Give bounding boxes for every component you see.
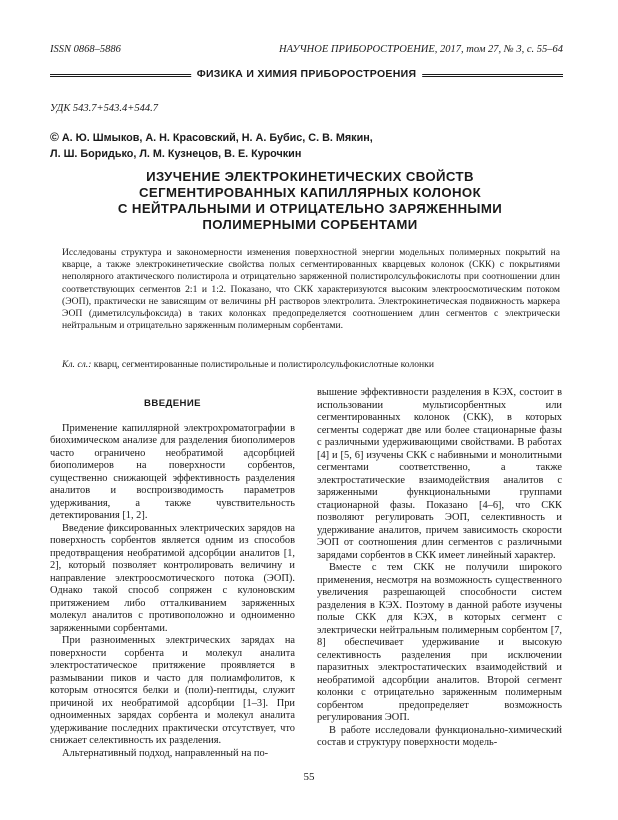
right-column <box>317 387 562 750</box>
paragraph: Вместе с тем СКК не получили широкого применения, несмотря на возможность существенного увеличения разрешающей способности систем разделения в КЭХ. Поэтому в данной работе изучены полые СКК для КЭХ, в которых сегмент с электрически нейтральным полимерным сорбентом [7, 8] обеспечивает удерживание и высокую селективность разделения при исключении паразитных электростатических взаимодействий и необратимой адсорбции аналитов. Второй сегмент колонки с отрицательно заряженным полимерным сорбентом предопределяет возможность регулирования ЭОП. <box>317 562 562 723</box>
title-line: СЕГМЕНТИРОВАННЫХ КАПИЛЛЯРНЫХ КОЛОНОК <box>138 185 482 200</box>
issn-header: ISSN 0868–5886 <box>50 44 121 55</box>
abstract: Исследованы структура и закономерности изменения поверхностной энергии модельных полимерных покрытий на кварце, а также электрокинетические свойства полых сегментированных кварцевых колонок (СКК) с покрытиями неполярного атактического полистирола и отрицательно заряженной полистиролсульфокислоты при соотношении длин соответствующих сегментов 2:1 и 1:2. Показано, что СКК характеризуются высоким электроосмотическим потоком (ЭОП), практически не зависящим от величины pH растворов электролита. Электрокинетическая подвижность маркера ЭОП (диметилсульфоксида) в таких колонках предопределяется соотношением длин сегментов с электрически нейтральным и отрицательно заряженным полимерным сорбентами. <box>62 247 560 332</box>
paragraph-continued: вышение эффективности разделения в КЭХ, состоит в использовании мультисорбентных или сегментированных колонок (СКК), в которых сегменты содержат две или более стационарные фазы с различными удерживающими свойствами. В работах [4] и [5, 6] изучены СКК с набивными и монолитными сегментами соответственно, а также электростатические взаимодействия аналитов с заряженными функциональными группами стационарной фазы. Показано [4–6], что СКК позволяют регулировать ЭОП, селективность и удерживание аналитов, причем зависимость скорости ЭОП от соотношения длин сегментов с различными зарядами сорбентов в СКК имеет линейный характер. <box>317 387 562 561</box>
paragraph: Альтернативный подход, направленный на по- <box>62 747 269 759</box>
keywords-label: Кл. сл.: <box>62 359 92 370</box>
keywords-text: кварц, сегментированные полистирольные и полистиролсульфокислотные колонки <box>93 359 434 370</box>
copyright-symbol: © <box>50 130 59 144</box>
paragraph: Применение капиллярной электрохроматографии в биохимическом анализе для разделения биополимеров часто ограничено необратимой адсорбцией биополимеров на поверхности сорбентов, существенно снижающей эффективность разделения аналитов и воспроизводимость параметров удерживания, а также чувствительность детектирования [1, 2]. <box>50 422 295 521</box>
page-number: 55 <box>303 771 315 783</box>
title-line: ИЗУЧЕНИЕ ЭЛЕКТРОКИНЕТИЧЕСКИХ СВОЙСТВ <box>146 169 474 184</box>
article-title <box>60 169 560 233</box>
paragraph: Введение фиксированных электрических зарядов на поверхность сорбентов является одним из способов предотвращения необратимой адсорбции аналитов [1, 2], который позволяет контролировать величину и направление электроосмотического потока (ЭОП). Однако такой способ сопряжен с кулоновским притяжением либо отталкиванием заряженных молекул аналитов с противоположно и одноименно заряженными сорбентами. <box>50 522 295 634</box>
author-list <box>50 129 570 162</box>
author-line-1 <box>50 129 570 146</box>
section-divider <box>50 68 563 82</box>
authors-line-1-text: А. Ю. Шмыков, А. Н. Красовский, Н. А. Бубис, С. В. Мякин, <box>61 132 373 144</box>
journal-reference-header: НАУЧНОЕ ПРИБОРОСТРОЕНИЕ, 2017, том 27, № 3, c. 55–64 <box>279 44 563 55</box>
title-line: С НЕЙТРАЛЬНЫМИ И ОТРИЦАТЕЛЬНО ЗАРЯЖЕННЫМИ <box>117 201 503 216</box>
title-line: ПОЛИМЕРНЫМИ СОРБЕНТАМИ <box>202 217 418 232</box>
section-label: ФИЗИКА И ХИМИЯ ПРИБОРОСТРОЕНИЯ <box>191 68 423 80</box>
author-line-2: Л. Ш. Боридько, Л. М. Кузнецов, В. Е. Курочкин <box>50 148 302 160</box>
paragraph: При разноименных электрических зарядах на поверхности сорбента и молекул аналита электростатическое притяжение проявляется в размывании пиков и часто для полиамфолитов, к которым относятся белки и (поли)-пептиды, служит причиной их необратимой адсорбции [1–3]. При одноименных зарядах сорбента и молекул аналита удерживание последних практически отсутствует, что снижает селективность их разделения. <box>50 635 295 746</box>
udk-code: УДК 543.7+543.4+544.7 <box>50 103 158 114</box>
keywords <box>62 359 560 371</box>
left-column <box>50 398 295 760</box>
introduction-heading: ВВЕДЕНИЕ <box>144 398 201 409</box>
paragraph: В работе исследовали функционально-химический состав и структуру поверхности модель- <box>317 724 562 748</box>
